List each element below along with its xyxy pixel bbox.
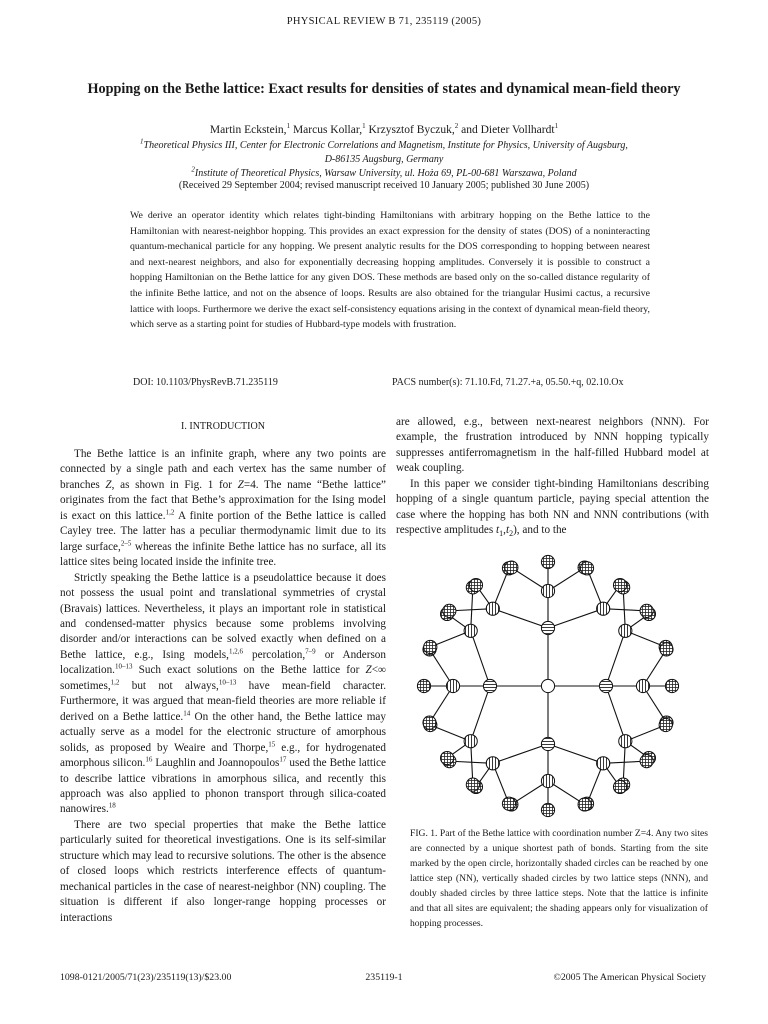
lattice-site-vertical	[619, 735, 632, 748]
lattice-site-open	[541, 679, 554, 692]
lattice-site-cross	[640, 755, 653, 768]
paragraph: are allowed, e.g., between next-nearest neighbors (NNN). For example, the frustration introduced by NNN hopping typically suppresses antiferromagnetism in the half-filled Hubbard model at weak coupling.	[396, 416, 709, 475]
author-affil-mark: 1	[362, 122, 366, 131]
lattice-site-vertical	[636, 679, 649, 692]
reference-marker: 1,2,6	[228, 647, 243, 656]
reference-marker: 16	[145, 755, 153, 764]
doi: DOI: 10.1103/PhysRevB.71.235119	[133, 377, 278, 388]
section-heading: I. INTRODUCTION	[181, 421, 265, 432]
lattice-site-cross	[417, 679, 430, 692]
paper-title: Hopping on the Bethe lattice: Exact results for densities of states and dynamical mean-field theory	[87, 81, 681, 97]
math-variable: Z	[365, 664, 372, 677]
lattice-site-cross	[665, 679, 678, 692]
lattice-site-vertical	[464, 624, 477, 637]
math-subscript: 2	[509, 529, 514, 539]
author: Krzysztof Byczuk,	[365, 124, 455, 136]
left-column	[60, 447, 386, 926]
lattice-bond	[493, 744, 548, 763]
lattice-bond	[471, 631, 490, 686]
author-affil-mark: 2	[454, 122, 459, 131]
math-subscript: 1	[499, 529, 504, 539]
paragraph: There are two special properties that make the Bethe lattice particularly suited for theoretical investigations. One is its self-similar structure which may lead to recursive solutions. The other is the absence of closed loops which restricts interference effects of quantum-mechanical particles in the case of nearest-neighbor (NN) coupling. The situation is different if also longer-range hopping processes or interactions	[60, 818, 386, 924]
author-list	[40, 124, 728, 136]
lattice-bond	[548, 609, 603, 628]
reference-marker: 1,2	[110, 678, 120, 687]
lattice-site-cross	[466, 778, 479, 791]
math-variable: t	[505, 524, 510, 537]
lattice-site-cross	[541, 555, 554, 568]
reference-marker: 18	[108, 801, 116, 810]
author: Marcus Kollar,	[290, 124, 363, 136]
lattice-site-cross	[443, 604, 456, 617]
received-dates: (Received 29 September 2004; revised manuscript received 10 January 2005; published 30 June 2005)	[178, 180, 590, 191]
bethe-lattice-figure	[407, 548, 689, 832]
running-head: PHYSICAL REVIEW B 71, 235119 (2005)	[286, 16, 482, 27]
lattice-site-cross	[613, 780, 626, 793]
affiliation-mark: 2	[191, 165, 195, 174]
author: Martin Eckstein,	[209, 124, 287, 136]
lattice-bond	[471, 686, 490, 741]
lattice-site-cross	[440, 751, 453, 764]
paragraph: The Bethe lattice is an infinite graph, where any two points are connected by a single path and each vertex has the same number of branches Z, as shown in Fig. 1 for Z=4. The name “Bethe lattice” originates from the fact that Bethe’s approximation for the Ising model is exact on this lattice.$^{1,2}$ A finite portion of the Bethe lattice is called Cayley tree. The latter has a peculiar thermodynamic limit due to its large surface,$^{2-5}$ whereas the infinite Bethe lattice has no surface, all its lattice sites being located inside the infinite tree.	[60, 448, 387, 569]
lattice-site-vertical	[597, 602, 610, 615]
affiliation-1	[40, 139, 728, 167]
lattice-site-cross	[541, 803, 554, 816]
reference-marker: 15	[268, 739, 276, 748]
math-variable: Z	[105, 478, 112, 491]
right-column	[396, 415, 709, 539]
lattice-site-vertical	[486, 757, 499, 770]
reference-marker: 17	[279, 755, 287, 764]
lattice-site-vertical	[464, 735, 477, 748]
lattice-site-horizontal	[483, 679, 496, 692]
reference-marker: 1,2	[165, 508, 175, 517]
math-variable: t	[496, 524, 500, 537]
reference-marker: 10–13	[114, 662, 133, 671]
paragraph: Strictly speaking the Bethe lattice is a pseudolattice because it does not possess the usual point and translational symmetries of crystal (Bravais) lattices. Nevertheless, it plays an important role in statistical and condensed-matter physics because some problems involving disorder and/or interactions can be solved exactly when defined on a Bethe lattice, e.g., Ising models,$^{1,2,6}$ percolation,$^{7-9}$ or Anderson localization.$^{10-13}$ Such exact solutions on the Bethe lattice for Z<∞ sometimes,$^{1,2}$ but not always,$^{10-13}$ have mean-field character. Furthermore, it was argued that mean-field theories are more reliable if derived on a Bethe lattice.$^{14}$ On the other hand, the Bethe lattice may actually serve as a model for the electronic structure of amorphous solids, as proposed by Weaire and Thorpe,$^{15}$ e.g., for hydrogenated amorphous silicon.$^{16}$ Laughlin and Joannopoulos$^{17}$ used the Bethe lattice to describe lattice vibrations in amorphous silica, and recently this approach was also applied to phonon transport through silica-coated nanowires.$^{18}$	[60, 571, 386, 816]
footer-issn: 1098-0121/2005/71(23)/235119(13)/$23.00	[60, 972, 232, 983]
lattice-bond	[493, 609, 548, 628]
lattice-bond	[548, 744, 603, 763]
reference-marker: 10–13	[218, 678, 237, 687]
lattice-site-horizontal	[599, 679, 612, 692]
footer-page-number: 235119-1	[365, 972, 403, 983]
math-variable: Z	[237, 478, 244, 491]
lattice-site-cross	[580, 562, 593, 575]
paragraph: In this paper we consider tight-binding Hamiltonians describing hopping of a single quantum particle, paying special attention the case where the hopping has both NN and NNN contributions (with respective amplitudes $t_1,t_2$), and to the	[396, 477, 709, 539]
lattice-site-cross	[640, 604, 653, 617]
affiliation-line: Theoretical Physics III, Center for Electronic Correlations and Magnetism, Institute for Physics, University of Augsburg,	[143, 140, 628, 151]
lattice-bond	[606, 686, 625, 741]
lattice-site-cross	[505, 561, 518, 574]
lattice-site-vertical	[619, 624, 632, 637]
author: and Dieter Vollhardt	[458, 124, 555, 136]
lattice-site-cross	[613, 578, 626, 591]
lattice-site-horizontal	[541, 737, 554, 750]
lattice-site-vertical	[541, 584, 554, 597]
affiliation-line: Institute of Theoretical Physics, Warsaw University, ul. Hoża 69, PL-00-681 Warszawa, Poland	[194, 168, 577, 179]
footer-copyright: ©2005 The American Physical Society	[553, 972, 706, 983]
author-affil-mark: 1	[554, 122, 559, 131]
reference-marker: 2–5	[120, 538, 132, 547]
pacs-numbers: PACS number(s): 71.10.Fd, 71.27.+a, 05.50.+q, 02.10.Ox	[392, 377, 624, 388]
lattice-site-cross	[660, 643, 673, 656]
lattice-site-cross	[578, 798, 591, 811]
reference-marker: 14	[183, 708, 191, 717]
author-affil-mark: 1	[286, 122, 291, 131]
lattice-bond	[606, 631, 625, 686]
lattice-site-cross	[659, 718, 672, 731]
lattice-site-vertical	[486, 602, 499, 615]
lattice-site-cross	[469, 578, 482, 591]
lattice-site-cross	[424, 640, 437, 653]
lattice-site-vertical	[597, 757, 610, 770]
affiliation-2	[40, 167, 728, 181]
figure-caption: FIG. 1. Part of the Bethe lattice with coordination number Z=4. Any two sites are connected by a unique shortest path of bonds. Starting from the site marked by the open circle, horizontally shaded circles can be reached by one lattice step (NN), vertically shaded circles by two lattice steps (NNN), and doubly shaded circles by three lattice steps. Note that the lattice is infinite and that all sites are equivalent; the shading appears only for visualization of hopping processes.	[410, 828, 708, 929]
lattice-site-cross	[502, 797, 515, 810]
abstract: We derive an operator identity which relates tight-binding Hamiltonians with arbitrary hopping on the Bethe lattice to the Hamiltonian with nearest-neighbor hopping. This provides an exact expression for the density of states (DOS) of a noninteracting quantum-mechanical particle for any hopping. We present analytic results for the DOS corresponding to hopping between nearest and next-nearest neighbors, and also for exponentially decreasing hopping amplitudes. Conversely it is possible to construct a hopping Hamiltonian on the Bethe lattice for any given DOS. These methods are based only on the so-called distance regularity of the infinite Bethe lattice, and not on the absence of loops. Results are also obtained for the triangular Husimi cactus, a recursive lattice with loops. Furthermore we derive the exact self-consistency equations arising in the context of dynamical mean-field theory, which serve as a starting point for studies of Hubbard-type models with frustration.	[130, 210, 650, 331]
lattice-site-vertical	[446, 679, 459, 692]
lattice-site-cross	[423, 716, 436, 729]
reference-marker: 7–9	[305, 647, 316, 656]
lattice-site-horizontal	[541, 621, 554, 634]
lattice-site-vertical	[541, 774, 554, 787]
affiliation-mark: 1	[140, 137, 144, 146]
affiliation-line: D-86135 Augsburg, Germany	[324, 154, 444, 165]
